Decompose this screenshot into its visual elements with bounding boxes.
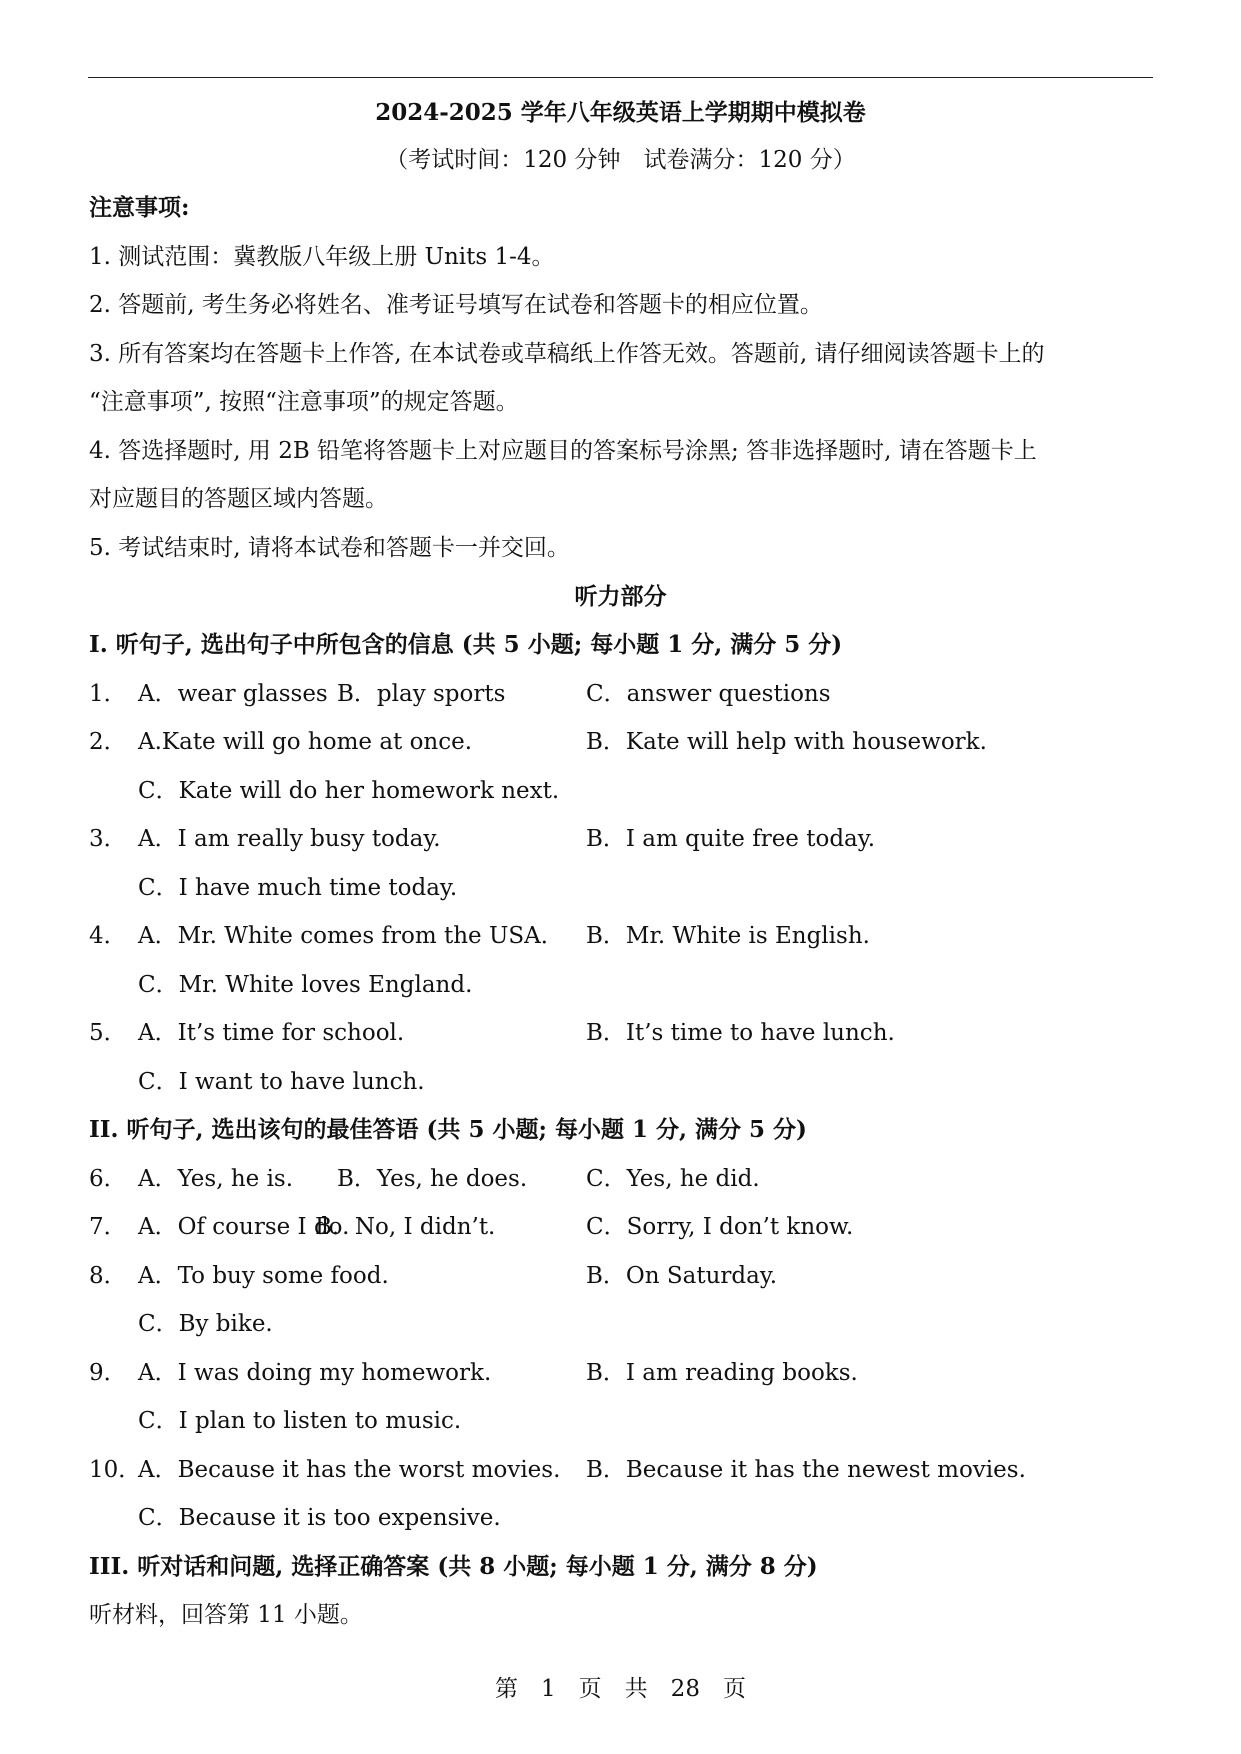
option-a: A．It’s time for school. xyxy=(138,1020,405,1046)
option-c: C．I have much time today. xyxy=(138,875,458,901)
question-number: 7． xyxy=(89,1214,127,1240)
question-number: 3． xyxy=(89,826,127,852)
option-b: B．Mr. White is English. xyxy=(586,923,870,949)
question-number: 10． xyxy=(89,1457,142,1483)
option-a: A．Mr. White comes from the USA． xyxy=(138,923,564,949)
option-c: C．Kate will do her homework next. xyxy=(138,778,560,804)
page-subtitle: （考试时间：120 分钟 试卷满分：120 分） xyxy=(385,147,856,173)
notice-heading: 注意事项: xyxy=(89,194,190,221)
question-number: 5． xyxy=(89,1020,127,1046)
option-a: A．Because it has the worst movies. xyxy=(138,1457,561,1483)
notice-item: 4. 答选择题时, 用 2B 铅笔将答题卡上对应题目的答案标号涂黑; 答非选择题时, 请在答题卡上 xyxy=(89,438,1037,464)
option-c: C．Yes, he did. xyxy=(586,1166,760,1192)
top-rule xyxy=(88,77,1153,78)
notice-item: “注意事项”, 按照“注意事项”的规定答题。 xyxy=(89,389,519,415)
question-number: 4． xyxy=(89,923,127,949)
question-number: 1． xyxy=(89,681,127,707)
notice-item: 5. 考试结束时, 请将本试卷和答题卡一并交回。 xyxy=(89,535,570,561)
notice-item: 1. 测试范围：冀教版八年级上册 Units 1-4。 xyxy=(89,244,555,270)
option-b: B．play sports xyxy=(337,681,506,707)
option-a: A．To buy some food. xyxy=(138,1263,389,1289)
notice-item: 对应题目的答题区域内答题。 xyxy=(89,486,388,512)
option-c: C．Because it is too expensive. xyxy=(138,1505,501,1531)
option-b: B．I am quite free today. xyxy=(586,826,876,852)
option-b: B．On Saturday. xyxy=(586,1263,778,1289)
option-b: B．No, I didn’t. xyxy=(315,1214,496,1240)
page-footer: 第 1 页 共 28 页 xyxy=(495,1676,746,1702)
question-number: 9． xyxy=(89,1360,127,1386)
option-a: A．Of course I do. xyxy=(138,1214,350,1240)
question-number: 8． xyxy=(89,1263,127,1289)
question-number: 2． xyxy=(89,729,127,755)
section-heading: III. 听对话和问题, 选择正确答案 (共 8 小题; 每小题 1 分, 满分 8 分) xyxy=(89,1553,818,1580)
option-c: C．By bike. xyxy=(138,1311,273,1337)
page-title: 2024-2025 学年八年级英语上学期期中模拟卷 xyxy=(375,99,866,126)
section-heading: II. 听句子, 选出该句的最佳答语 (共 5 小题; 每小题 1 分, 满分 5 分) xyxy=(89,1116,807,1143)
option-a: A．wear glasses xyxy=(138,681,328,707)
section-heading: I. 听句子, 选出句子中所包含的信息 (共 5 小题; 每小题 1 分, 满分 5 分) xyxy=(89,631,843,658)
option-c: C．answer questions xyxy=(586,681,831,707)
option-c: C．I plan to listen to music. xyxy=(138,1408,462,1434)
option-a: A．Yes, he is. xyxy=(138,1166,294,1192)
option-a: A.Kate will go home at once. xyxy=(138,729,473,755)
option-b: B．It’s time to have lunch. xyxy=(586,1020,895,1046)
section-intro: 听材料，回答第 11 小题。 xyxy=(89,1602,363,1628)
option-b: B．Kate will help with housework. xyxy=(586,729,987,755)
question-number: 6． xyxy=(89,1166,127,1192)
option-b: B．Because it has the newest movies. xyxy=(586,1457,1026,1483)
notice-item: 2. 答题前, 考生务必将姓名、准考证号填写在试卷和答题卡的相应位置。 xyxy=(89,292,823,318)
option-a: A．I was doing my homework. xyxy=(138,1360,492,1386)
option-c: C．I want to have lunch. xyxy=(138,1069,425,1095)
option-c: C．Sorry, I don’t know. xyxy=(586,1214,854,1240)
option-a: A．I am really busy today. xyxy=(138,826,441,852)
option-b: B．Yes, he does. xyxy=(337,1166,528,1192)
option-b: B．I am reading books. xyxy=(586,1360,858,1386)
notice-item: 3. 所有答案均在答题卡上作答, 在本试卷或草稿纸上作答无效。答题前, 请仔细阅读答题卡上的 xyxy=(89,341,1045,367)
option-c: C．Mr. White loves England. xyxy=(138,972,473,998)
listening-section-title: 听力部分 xyxy=(574,583,667,610)
